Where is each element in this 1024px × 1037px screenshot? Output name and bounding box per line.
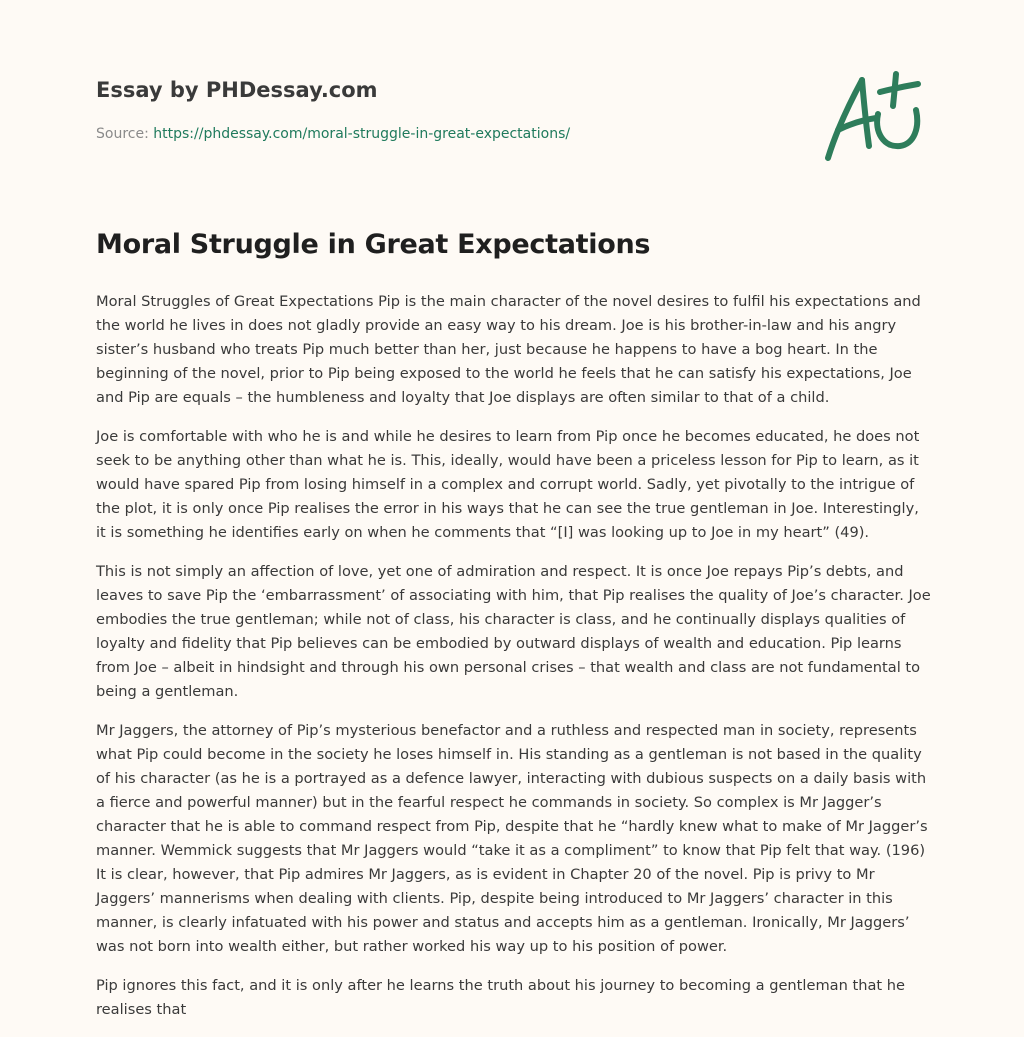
essay-paragraph: Mr Jaggers, the attorney of Pip’s mysterious benefactor and a ruthless and respected man in society, represents what Pip could become in the society he loses himself in. His standing as a gentleman is not based in the quality of his character (as he is a portrayed as a defence lawyer, interacting with dubious suspects on a daily basis with a fierce and powerful manner) but in the fearful respect he commands in society. So complex is Mr Jagger’s character that he is able to command respect from Pip, despite that he “hardly knew what to make of Mr Jagger’s manner. Wemmick suggests that Mr Jaggers would “take it as a compliment” to know that Pip felt that way. (196) It is clear, however, that Pip admires Mr Jaggers, as is evident in Chapter 20 of the novel. Pip is privy to Mr Jaggers’ mannerisms when dealing with clients. Pip, despite being introduced to Mr Jaggers’ character in this manner, is clearly infatuated with his power and status and accepts him as a gentleman. Ironically, Mr Jaggers’ was not born into wealth either, but rather worked his way up to his position of power. (96, 722, 928, 955)
essay-paragraph: This is not simply an affection of love, yet one of admiration and respect. It is once Joe repays Pip’s debts, and leaves to save Pip the ‘embarrassment’ of associating with him, that Pip realises the quality of Joe’s character. Joe embodies the true gentleman; while not of class, his character is class, and he continually displays qualities of loyalty and fidelity that Pip believes can be embodied by outward displays of wealth and education. Pip learns from Joe – albeit in hindsight and through his own personal crises – that wealth and class are not fundamental to being a gentleman. (96, 563, 931, 700)
a-plus-logo-icon (812, 66, 932, 166)
source-line (96, 124, 736, 144)
source-link[interactable]: https://phdessay.com/moral-struggle-in-great-expectations/ (153, 126, 571, 142)
site-title: Essay by PHDessay.com (96, 78, 378, 102)
essay-paragraph: Moral Struggles of Great Expectations Pip is the main character of the novel desires to fulfil his expectations and the world he lives in does not gladly provide an easy way to his dream. Joe is his brother-in-law and his angry sister’s husband who treats Pip much better than her, just because he happens to have a bog heart. In the beginning of the novel, prior to Pip being exposed to the world he feels that he can satisfy his expectations, Joe and Pip are equals – the humbleness and loyalty that Joe displays are often similar to that of a child. (96, 293, 921, 406)
source-label: Source: (96, 126, 154, 142)
essay-paragraph: Pip ignores this fact, and it is only after he learns the truth about his journey to becoming a gentleman that he realises that (96, 977, 905, 1018)
essay-title: Moral Struggle in Great Expectations (96, 229, 651, 260)
essay-paragraph: Joe is comfortable with who he is and while he desires to learn from Pip once he becomes educated, he does not seek to be anything other than what he is. This, ideally, would have been a priceless lesson for Pip to learn, as it would have spared Pip from losing himself in a complex and corrupt world. Sadly, yet pivotally to the intrigue of the plot, it is only once Pip realises the error in his ways that he can see the true gentleman in Joe. Interestingly, it is something he identifies early on when he comments that “[I] was looking up to Joe in my heart” (49). (96, 428, 920, 541)
essay-header (96, 76, 736, 144)
essay-body (96, 226, 932, 1037)
